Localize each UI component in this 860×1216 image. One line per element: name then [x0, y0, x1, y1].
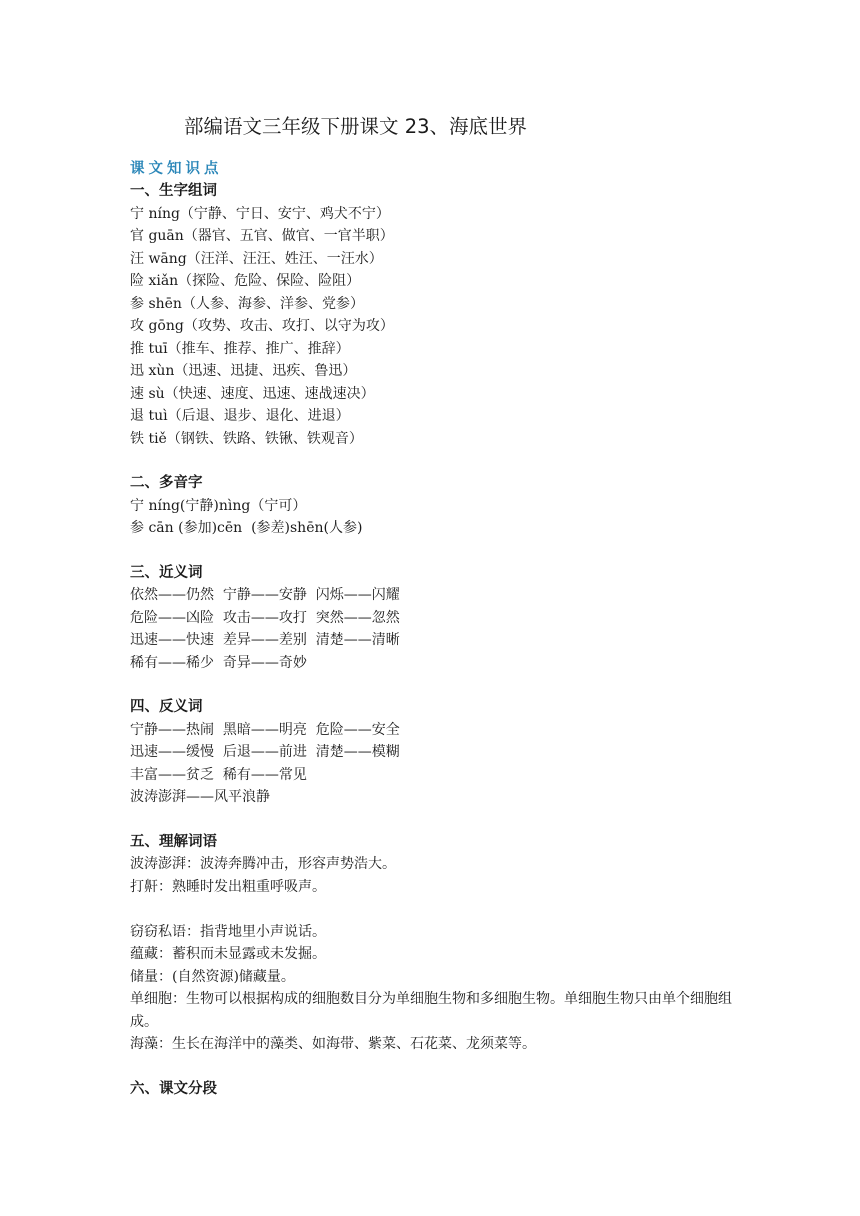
blank-line — [130, 898, 740, 921]
text-line: 汪 wāng（汪洋、汪汪、姓汪、一汪水） — [130, 250, 383, 267]
text-line: 波涛澎湃：波涛奔腾冲击，形容声势浩大。 — [130, 856, 396, 872]
text-line: 险 xiǎn（探险、危险、保险、险阻） — [130, 273, 361, 289]
text-line: 官 guān（器官、五官、做官、一官半职） — [130, 228, 394, 244]
section-synonyms — [130, 562, 740, 675]
section-polyphones — [130, 472, 740, 540]
section-vocabulary — [130, 180, 740, 450]
text-line: 窃窃私语：指背地里小声说话。 — [130, 923, 326, 940]
section-paragraphing — [130, 1078, 740, 1101]
document-title: 部编语文三年级下册课文 23、海底世界 — [184, 115, 528, 138]
section-heading: 一、生字组词 — [130, 183, 217, 199]
text-line: 波涛澎湃——风平浪静 — [130, 789, 270, 805]
text-line: 退 tuì（后退、退步、退化、进退） — [130, 408, 350, 424]
text-line: 铁 tiě（钢铁、铁路、铁锹、铁观音） — [130, 430, 363, 447]
section-subtitle: 课文知识点 — [130, 161, 223, 177]
section-heading: 五、理解词语 — [130, 833, 217, 850]
section-antonyms — [130, 696, 740, 809]
text-line: 推 tuī（推车、推荐、推广、推辞） — [130, 340, 350, 357]
text-paragraph: 单细胞：生物可以根据构成的细胞数目分为单细胞生物和多细胞生物。单细胞生物只由单个细胞组成。 — [130, 991, 732, 1030]
text-line: 参 cān (参加)cēn (参差)shēn(人参) — [130, 520, 363, 536]
text-line: 速 sù（快速、速度、迅速、速战速决） — [130, 385, 375, 402]
text-line: 宁静——热闹 黑暗——明亮 危险——安全 — [130, 721, 400, 738]
document-page — [130, 112, 740, 1100]
text-line: 攻 gōng（攻势、攻击、攻打、以守为攻） — [130, 318, 394, 334]
text-line: 迅速——快速 差异——差别 清楚——清晰 — [130, 632, 400, 648]
section-heading: 四、反义词 — [130, 699, 203, 715]
section-heading: 三、近义词 — [130, 564, 203, 581]
section-word-meanings — [130, 831, 740, 1056]
text-line: 宁 níng（宁静、宁日、安宁、鸡犬不宁） — [130, 205, 390, 222]
text-line: 参 shēn（人参、海参、洋参、党参） — [130, 295, 364, 312]
text-line: 宁 níng(宁静)nìng（宁可） — [130, 497, 307, 514]
text-line: 依然——仍然 宁静——安静 闪烁——闪耀 — [130, 587, 400, 603]
section-heading: 二、多音字 — [130, 475, 203, 491]
text-line: 迅速——缓慢 后退——前进 清楚——模糊 — [130, 744, 400, 760]
text-line: 蕴藏：蓄积而未显露或未发掘。 — [130, 946, 326, 962]
text-line: 海藻：生长在海洋中的藻类、如海带、紫菜、石花菜、龙须菜等。 — [130, 1036, 536, 1052]
text-line: 储量：(自然资源)储藏量。 — [130, 968, 295, 985]
text-line: 丰富——贫乏 稀有——常见 — [130, 766, 307, 783]
text-line: 危险——凶险 攻击——攻打 突然——忽然 — [130, 609, 400, 626]
text-line: 打鼾：熟睡时发出粗重呼吸声。 — [130, 878, 326, 895]
text-line: 迅 xùn（迅速、迅捷、迅疾、鲁迅） — [130, 363, 357, 379]
section-heading: 六、课文分段 — [130, 1080, 217, 1097]
text-line: 稀有——稀少 奇异——奇妙 — [130, 654, 307, 671]
